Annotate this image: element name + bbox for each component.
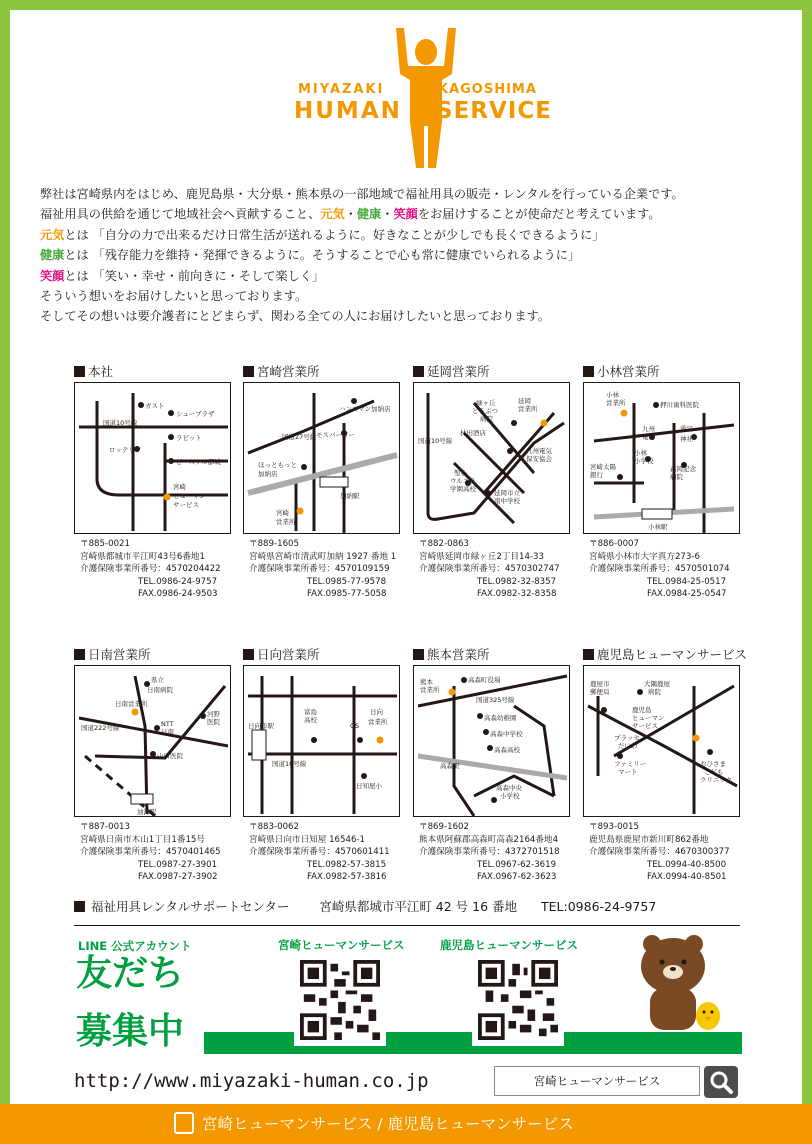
svg-text:延岡市立: 延岡市立 xyxy=(494,489,520,497)
svg-text:日南病院: 日南病院 xyxy=(147,686,173,694)
line-big-text-2: 募集中 xyxy=(76,1011,185,1052)
office-map xyxy=(413,382,570,534)
logo-miyazaki: MIYAZAKI xyxy=(298,82,385,97)
company-logo xyxy=(290,22,560,172)
office-info: 〒885-0021 宮崎県都城市平江町43号6番地1 介護保険事業所番号：4570204422 TEL.0986-24-9757 FAX.0986-24-9503 xyxy=(80,539,221,600)
office-map xyxy=(243,382,400,534)
intro-kenko: 健康とは 「残存能力を維持・発揮できるように。そうすることで心も常に健康でいられるように」 xyxy=(40,248,581,263)
svg-text:加納店: 加納店 xyxy=(258,470,278,478)
svg-text:病院: 病院 xyxy=(670,473,683,481)
svg-text:営業所: 営業所 xyxy=(420,686,440,694)
svg-text:モスバーガー: モスバーガー xyxy=(316,431,355,439)
svg-text:電力: 電力 xyxy=(642,433,655,441)
svg-text:日南営業所: 日南営業所 xyxy=(115,700,148,708)
svg-text:県立: 県立 xyxy=(151,676,164,684)
intro-genki: 元気とは 「自分の力で出来るだけ日常生活が送れるように。好きなことが少しでも長くできるように」 xyxy=(40,227,605,242)
office-kagoshima xyxy=(583,647,748,883)
svg-text:小学校: 小学校 xyxy=(500,792,520,800)
svg-text:ロッテリア: ロッテリア xyxy=(109,446,142,454)
office-map xyxy=(583,665,740,817)
svg-text:小林: 小林 xyxy=(634,449,647,457)
qr-label-miyazaki: 宮崎ヒューマンサービス xyxy=(278,938,405,952)
svg-text:高森高校: 高森高校 xyxy=(494,746,520,754)
svg-text:病院: 病院 xyxy=(480,415,493,423)
svg-text:日向: 日向 xyxy=(370,708,383,716)
svg-text:営業所: 営業所 xyxy=(606,399,626,407)
svg-text:鹿屋市: 鹿屋市 xyxy=(590,680,610,688)
svg-text:鹿児島: 鹿児島 xyxy=(632,706,652,714)
line-account-label: LINE 公式アカウント xyxy=(78,939,192,953)
svg-text:GS: GS xyxy=(350,722,360,730)
svg-text:銀行: 銀行 xyxy=(590,471,603,479)
divider xyxy=(74,925,740,926)
office-title: 小林営業所 xyxy=(583,364,745,380)
svg-text:サービス: サービス xyxy=(173,501,199,509)
svg-text:宮崎太陽: 宮崎太陽 xyxy=(590,463,616,471)
svg-text:ヒューマン: ヒューマン xyxy=(632,714,665,722)
svg-text:小林: 小林 xyxy=(606,391,619,399)
svg-text:緑ヶ丘: 緑ヶ丘 xyxy=(476,399,496,407)
svg-text:高森幼稚園: 高森幼稚園 xyxy=(484,714,517,722)
office-hyuga xyxy=(243,647,405,883)
svg-text:プラッセ: プラッセ xyxy=(614,734,640,742)
svg-text:河野: 河野 xyxy=(207,710,220,718)
office-kobayashi xyxy=(583,364,745,600)
office-title: 宮崎営業所 xyxy=(243,364,405,380)
intro-line-1: 弊社は宮崎県内をはじめ、鹿児島県・大分県・熊本県の一部地域で福祉用具の販売・レンタルを行っている企業です。 xyxy=(40,187,684,201)
qr-code-icon xyxy=(478,960,558,1040)
office-map xyxy=(413,665,570,817)
search-button[interactable] xyxy=(704,1066,738,1098)
svg-text:国道27号線: 国道27号線 xyxy=(282,433,317,441)
office-miyazaki xyxy=(243,364,405,600)
office-info: 〒887-0013 宮崎県日南市木山1丁目1番15号 介護保険事業所番号：4570401465 TEL.0987-27-3901 FAX.0987-27-3902 xyxy=(80,822,221,883)
office-info: 〒869-1602 熊本県阿蘇郡高森町高森2164番地4 介護保険事業所番号：4372701518 TEL.0967-62-3619 FAX.0967-62-3623 xyxy=(419,822,560,883)
footer-text: 宮崎ヒューマンサービス / 鹿児島ヒューマンサービス xyxy=(202,1115,574,1133)
svg-text:郵便局: 郵便局 xyxy=(590,688,610,696)
office-honsha xyxy=(74,364,236,600)
svg-text:シューブラザ: シューブラザ xyxy=(176,410,215,418)
intro-text xyxy=(40,184,780,327)
svg-text:ピースフル都城: ピースフル都城 xyxy=(176,458,221,466)
svg-text:サービス: サービス xyxy=(632,722,658,730)
search-input[interactable]: 宮崎ヒューマンサービス xyxy=(494,1066,700,1096)
svg-text:林田酒店: 林田酒店 xyxy=(460,429,486,437)
company-mark-icon xyxy=(174,1112,194,1134)
office-info: 〒886-0007 宮崎県小林市大字真方273-6 介護保険事業所番号：4570501074 TEL.0984-25-0517 FAX.0984-25-0547 xyxy=(589,539,730,600)
svg-text:宮崎: 宮崎 xyxy=(276,509,289,517)
office-info: 〒889-1605 宮崎県宮崎市清武町加納 1927 番地 1 介護保険事業所番号：4570109159 TEL.0985-77-9578 FAX.0985-77-5058 xyxy=(249,539,397,600)
svg-text:保安協会: 保安協会 xyxy=(526,455,552,463)
support-address: 宮崎県都城市平江町 42 号 16 番地 xyxy=(319,899,518,914)
logo-human: HUMAN xyxy=(294,98,402,124)
logo-kagoshima: KAGOSHIMA xyxy=(438,82,537,97)
office-title: 熊本営業所 xyxy=(413,647,575,663)
office-map xyxy=(74,382,231,534)
office-title: 日向営業所 xyxy=(243,647,405,663)
svg-text:宮崎: 宮崎 xyxy=(173,483,186,491)
intro-egao: 笑顔とは 「笑い・幸せ・前向きに・そして楽しく」 xyxy=(40,268,325,283)
search-icon xyxy=(704,1066,738,1098)
svg-text:ハンズマン加納店: ハンズマン加納店 xyxy=(339,405,391,413)
svg-text:愛宕: 愛宕 xyxy=(680,425,693,433)
svg-text:学園高校: 学園高校 xyxy=(450,485,476,493)
svg-text:押川歯科医院: 押川歯科医院 xyxy=(660,401,699,409)
support-center xyxy=(74,897,656,915)
svg-text:ほっともっと: ほっともっと xyxy=(258,461,297,469)
qr-code-miyazaki[interactable] xyxy=(294,954,386,1046)
bear-mascot-icon xyxy=(636,932,726,1036)
office-map xyxy=(583,382,740,534)
svg-text:油津駅: 油津駅 xyxy=(137,808,157,816)
svg-text:マート: マート xyxy=(618,768,638,776)
svg-text:どうぶつ: どうぶつ xyxy=(472,407,498,415)
svg-text:延岡: 延岡 xyxy=(518,397,531,405)
svg-text:ウルスラ: ウルスラ xyxy=(450,477,476,485)
svg-text:NTT: NTT xyxy=(161,720,174,728)
svg-text:日向市駅: 日向市駅 xyxy=(248,722,274,730)
svg-text:高森駅: 高森駅 xyxy=(440,762,460,770)
footer-bar xyxy=(0,1104,812,1144)
svg-text:富島: 富島 xyxy=(304,708,317,716)
svg-text:高森中央: 高森中央 xyxy=(496,784,522,792)
svg-text:森岡記念: 森岡記念 xyxy=(670,465,696,473)
svg-text:ガスト: ガスト xyxy=(145,402,165,410)
svg-text:聖心: 聖心 xyxy=(454,469,467,477)
svg-text:九州電気: 九州電気 xyxy=(526,447,552,455)
office-title: 本社 xyxy=(74,364,236,380)
svg-text:営業所: 営業所 xyxy=(276,518,296,526)
svg-text:熊本: 熊本 xyxy=(420,678,433,686)
svg-text:加納駅: 加納駅 xyxy=(340,492,360,500)
office-title: 日南営業所 xyxy=(74,647,236,663)
office-info: 〒882-0863 宮崎県延岡市緑ヶ丘2丁目14-33 介護保険事業所番号：4570302747 TEL.0982-32-8357 FAX.0982-32-8358 xyxy=(419,539,560,600)
office-title: 延岡営業所 xyxy=(413,364,575,380)
office-nobeoka xyxy=(413,364,575,600)
svg-text:小学校: 小学校 xyxy=(634,457,654,465)
svg-text:国道222号線: 国道222号線 xyxy=(81,724,120,732)
svg-text:こども: こども xyxy=(704,768,724,776)
svg-text:営業所: 営業所 xyxy=(518,405,538,413)
svg-text:おひさま: おひさま xyxy=(700,760,726,768)
svg-text:ファミリー: ファミリー xyxy=(614,760,647,768)
website-url[interactable]: http://www.miyazaki-human.co.jp xyxy=(74,1070,429,1092)
svg-text:ヒューマン: ヒューマン xyxy=(173,492,206,500)
svg-text:高森町役場: 高森町役場 xyxy=(468,676,501,684)
line-big-text-1: 友だち xyxy=(76,953,185,994)
svg-text:南中学校: 南中学校 xyxy=(494,497,520,505)
human-figure-icon xyxy=(386,22,466,172)
qr-code-kagoshima[interactable] xyxy=(472,954,564,1046)
svg-text:神社: 神社 xyxy=(680,435,693,443)
svg-text:国道10号線: 国道10号線 xyxy=(418,437,453,445)
svg-text:ラピット: ラピット xyxy=(176,434,202,442)
support-tel: TEL:0986-24-9757 xyxy=(541,899,657,914)
office-kumamoto xyxy=(413,647,575,883)
svg-text:高校: 高校 xyxy=(304,716,317,724)
office-map xyxy=(74,665,231,817)
svg-text:国道10号線: 国道10号線 xyxy=(272,760,307,768)
office-nichinan xyxy=(74,647,236,883)
svg-text:国道325号線: 国道325号線 xyxy=(476,696,515,704)
intro-line-2: 福祉用具の供給を通じて地域社会へ貢献すること、元気・健康・笑顔をお届けすることが使命だと考えています。 xyxy=(40,207,661,222)
svg-text:日南: 日南 xyxy=(161,728,174,736)
svg-text:クリニック: クリニック xyxy=(700,776,733,784)
svg-text:医院: 医院 xyxy=(207,718,220,726)
intro-line-7: そしてその想いは要介護者にとどまらず、関わる全ての人にお届けしたいと思っております。 xyxy=(40,309,550,324)
svg-text:小林駅: 小林駅 xyxy=(648,523,668,531)
svg-text:病院: 病院 xyxy=(648,688,661,696)
support-name: 福祉用具レンタルサポートセンター xyxy=(91,899,290,914)
qr-label-kagoshima: 鹿児島ヒューマンサービス xyxy=(440,938,578,952)
svg-text:日知屋小: 日知屋小 xyxy=(356,782,382,790)
logo-service: SERVICE xyxy=(436,98,552,124)
office-info: 〒893-0015 鹿児島県鹿屋市新川町862番地 介護保険事業所番号：4670300377 TEL.0994-40-8500 FAX.0994-40-8501 xyxy=(589,822,730,883)
svg-text:九州: 九州 xyxy=(642,425,655,433)
qr-code-icon xyxy=(300,960,380,1040)
office-info: 〒883-0062 宮崎県日向市日知屋 16546-1 介護保険事業所番号：4570601411 TEL.0982-57-3815 FAX.0982-57-3816 xyxy=(249,822,390,883)
svg-text:営業所: 営業所 xyxy=(368,718,388,726)
svg-text:だいわ: だいわ xyxy=(618,742,638,750)
svg-text:大隅鹿屋: 大隅鹿屋 xyxy=(644,680,670,688)
office-map xyxy=(243,665,400,817)
svg-text:高森中学校: 高森中学校 xyxy=(490,730,523,738)
office-title: 鹿児島ヒューマンサービス xyxy=(583,647,745,663)
intro-line-6: そういう想いをお届けしたいと思っております。 xyxy=(40,289,308,304)
svg-text:国道10号線: 国道10号線 xyxy=(103,419,138,427)
svg-text:山口医院: 山口医院 xyxy=(157,752,183,760)
